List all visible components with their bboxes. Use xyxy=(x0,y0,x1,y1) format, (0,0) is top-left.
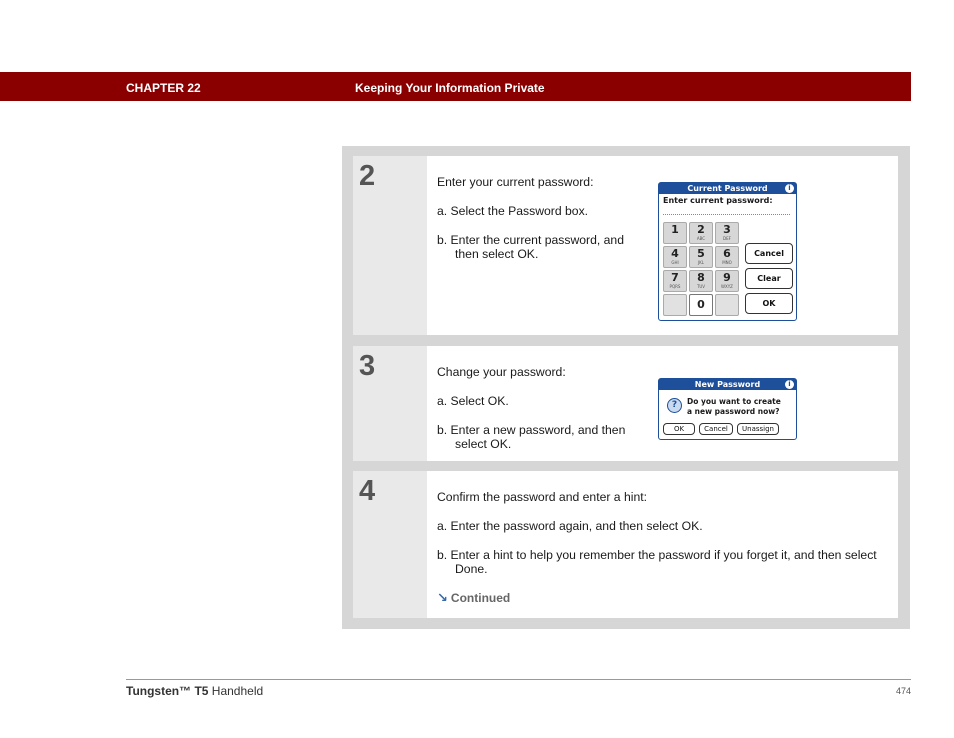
continued-link[interactable] xyxy=(437,591,882,605)
step-content xyxy=(437,490,882,605)
clear-button[interactable]: Clear xyxy=(745,268,793,289)
arrow-down-right-icon: ↘ xyxy=(437,590,448,605)
step-number: 3 xyxy=(359,350,376,382)
step-item-a: a. Select OK. xyxy=(437,394,509,408)
dialog-title-bar xyxy=(659,183,796,194)
keypad-blank-right xyxy=(715,294,739,316)
question-icon: ? xyxy=(667,398,682,413)
step-item-b: b. Enter a new password, and then select OK. xyxy=(437,423,626,451)
ok-button[interactable]: OK xyxy=(663,423,695,435)
keypad-key-0[interactable]: 0 xyxy=(689,294,713,316)
product-brand: Tungsten™ T5 xyxy=(126,684,209,698)
chapter-number: CHAPTER 22 xyxy=(126,81,201,95)
keypad-key-7[interactable]: 7 PQRS xyxy=(663,270,687,292)
dialog-title: Current Password xyxy=(687,184,768,193)
step-content xyxy=(437,175,635,261)
keypad-key-9[interactable]: 9 WXYZ xyxy=(715,270,739,292)
step-item-b: b. Enter the current password, and then select OK. xyxy=(437,233,624,261)
password-prompt: Enter current password: xyxy=(663,196,773,205)
step-number-column xyxy=(353,471,427,618)
keypad-key-2[interactable]: 2 ABC xyxy=(689,222,713,244)
step-number: 2 xyxy=(359,160,376,192)
keypad-key-4[interactable]: 4 GHI xyxy=(663,246,687,268)
product-suffix: Handheld xyxy=(208,684,264,698)
step-3 xyxy=(353,346,898,461)
step-item-b: b. Enter a hint to help you remember the password if you forget it, and then select Done. xyxy=(437,548,877,576)
step-number-column xyxy=(353,346,427,461)
chapter-header xyxy=(0,72,911,101)
step-intro: Enter your current password: xyxy=(437,175,594,189)
keypad-blank-left xyxy=(663,294,687,316)
cancel-button[interactable]: Cancel xyxy=(745,243,793,264)
step-4 xyxy=(353,471,898,618)
chapter-title: Keeping Your Information Private xyxy=(355,81,545,95)
keypad-key-6[interactable]: 6 MNO xyxy=(715,246,739,268)
info-icon[interactable]: i xyxy=(785,380,794,389)
step-intro: Confirm the password and enter a hint: xyxy=(437,490,648,504)
dialog-title-bar xyxy=(659,379,796,390)
ok-button[interactable]: OK xyxy=(745,293,793,314)
dialog-title: New Password xyxy=(694,380,761,389)
continued-label: Continued xyxy=(450,591,511,605)
step-number: 4 xyxy=(359,475,376,507)
password-field[interactable] xyxy=(663,214,790,215)
info-icon[interactable]: i xyxy=(785,184,794,193)
keypad-key-5[interactable]: 5 JKL xyxy=(689,246,713,268)
footer-product xyxy=(126,684,263,698)
keypad-key-8[interactable]: 8 TUV xyxy=(689,270,713,292)
keypad-key-1[interactable]: 1 xyxy=(663,222,687,244)
step-item-a: a. Enter the password again, and then select OK. xyxy=(437,519,703,533)
step-number-column xyxy=(353,156,427,335)
step-intro: Change your password: xyxy=(437,365,566,379)
cancel-button[interactable]: Cancel xyxy=(699,423,733,435)
steps-panel xyxy=(342,146,910,629)
step-item-a: a. Select the Password box. xyxy=(437,204,589,218)
current-password-dialog xyxy=(658,182,797,321)
new-password-dialog xyxy=(658,378,797,440)
footer-divider xyxy=(126,679,911,680)
page-number: 474 xyxy=(895,686,911,696)
step-2 xyxy=(353,156,898,335)
dialog-question: Do you want to create a new password now? xyxy=(687,397,781,416)
keypad-key-3[interactable]: 3 DEF xyxy=(715,222,739,244)
unassign-button[interactable]: Unassign xyxy=(737,423,779,435)
step-content xyxy=(437,365,635,451)
